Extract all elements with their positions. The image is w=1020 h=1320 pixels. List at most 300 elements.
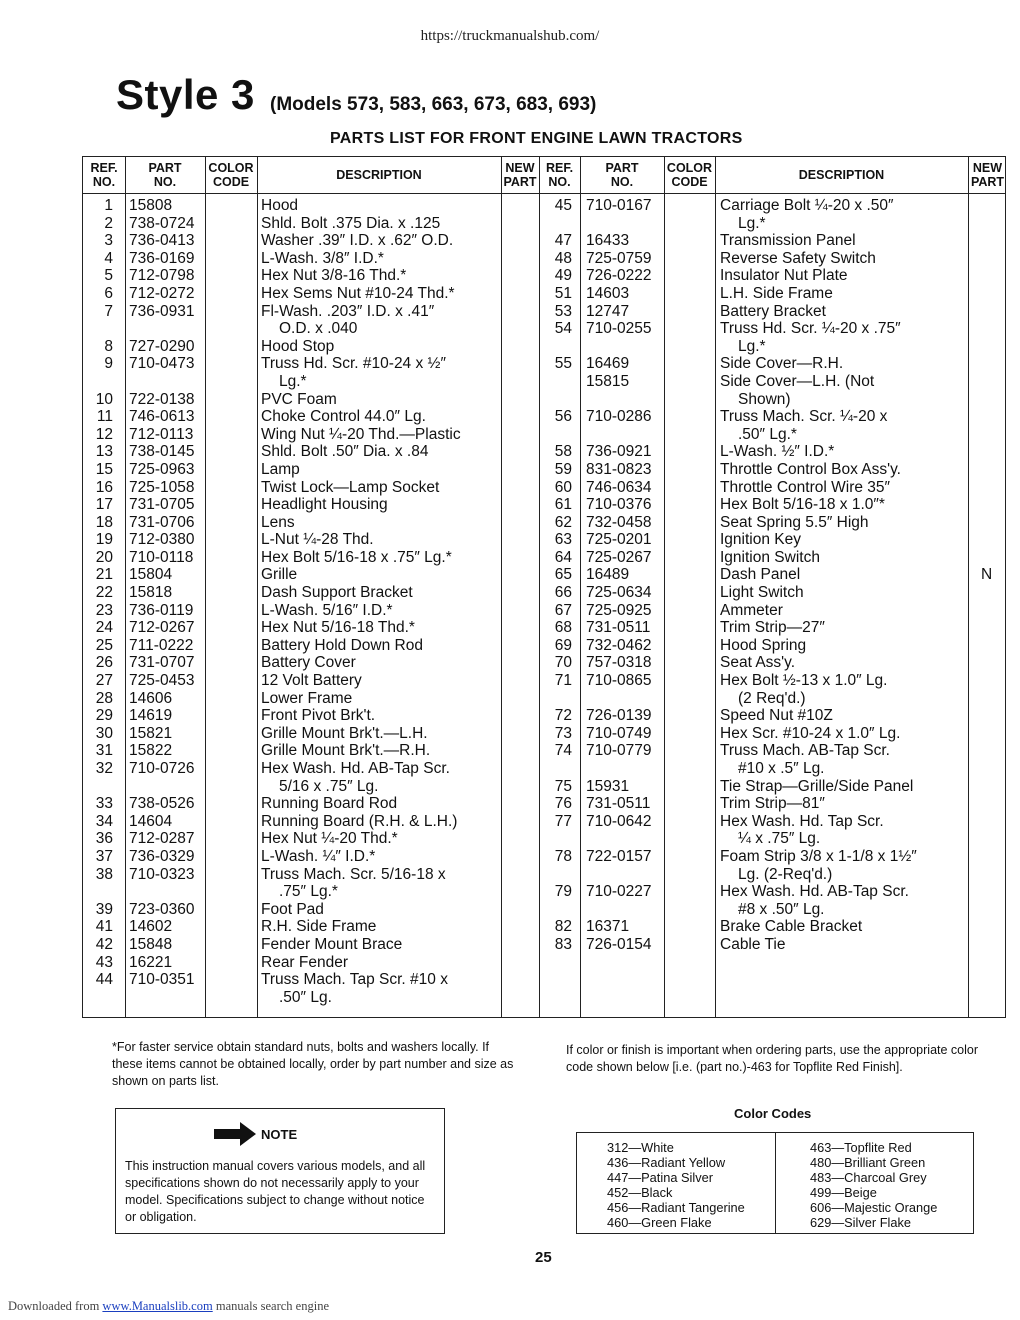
part-number: 732-0458 xyxy=(586,513,652,531)
fastener-footnote: *For faster service obtain standard nuts, bolts and washers locally. If these items cannot be obtained locally, order by part number and size as shown on parts list. xyxy=(112,1040,514,1088)
table-row xyxy=(83,690,1005,708)
page-number: 25 xyxy=(535,1249,552,1266)
ref-number: 77 xyxy=(554,812,572,830)
part-description: Shown) xyxy=(738,390,791,408)
part-description: Truss Mach. Scr. 5/16-18 x xyxy=(261,865,446,883)
header-part-no-2: PART NO. xyxy=(605,161,639,189)
part-number: 725-0453 xyxy=(129,672,195,690)
new-part-flag: N xyxy=(981,566,993,584)
table-row xyxy=(83,566,1005,584)
style-title: Style 3 xyxy=(116,71,255,118)
header-description-2: DESCRIPTION xyxy=(798,168,885,182)
part-description: Throttle Control Box Ass'y. xyxy=(720,460,901,478)
ref-number: 37 xyxy=(95,847,113,865)
part-description: Hex Bolt 5/16-18 x 1.0″* xyxy=(720,496,885,514)
ref-number: 26 xyxy=(95,654,113,672)
ref-number: 31 xyxy=(95,742,113,760)
part-number: 710-0118 xyxy=(129,548,194,566)
part-description: Lg. (2-Req'd.) xyxy=(738,865,833,883)
color-code-item: 312—White xyxy=(607,1140,674,1155)
part-number: 725-0201 xyxy=(586,531,652,549)
part-description: Running Board Rod xyxy=(261,795,398,813)
part-description: Lg.* xyxy=(738,337,766,355)
part-description: .50″ Lg.* xyxy=(738,425,797,443)
ref-number: 24 xyxy=(95,619,113,637)
ref-number: 27 xyxy=(95,672,113,690)
part-number: 710-0749 xyxy=(586,724,652,742)
part-description: L.H. Side Frame xyxy=(720,284,833,302)
table-row xyxy=(83,848,1005,866)
ref-number: 36 xyxy=(95,830,113,848)
part-number: 723-0360 xyxy=(129,900,195,918)
right-parts-list xyxy=(83,197,1005,954)
color-codes-heading: Color Codes xyxy=(734,1106,812,1121)
header-color-code: COLOR CODE xyxy=(208,161,254,189)
part-description: Brake Cable Bracket xyxy=(720,918,863,936)
part-description: Twist Lock—Lamp Socket xyxy=(261,478,440,496)
part-description: #8 x .50″ Lg. xyxy=(738,900,825,918)
part-number: 757-0318 xyxy=(586,654,652,672)
part-description: Trim Strip—81″ xyxy=(720,795,825,813)
ref-number: 4 xyxy=(104,249,113,267)
table-row xyxy=(83,742,1005,760)
ref-number: 39 xyxy=(95,900,113,918)
ref-number: 13 xyxy=(95,443,113,461)
part-description: Side Cover—L.H. (Not xyxy=(720,372,875,390)
part-description: 12 Volt Battery xyxy=(261,672,362,690)
color-code-item: 483—Charcoal Grey xyxy=(810,1170,927,1185)
part-description: Fender Mount Brace xyxy=(261,935,403,953)
download-suffix: manuals search engine xyxy=(215,1299,329,1313)
note-box xyxy=(115,1108,445,1234)
part-description: Tie Strap—Grille/Side Panel xyxy=(720,777,914,795)
part-description: Ignition Key xyxy=(720,531,801,549)
table-row xyxy=(83,479,1005,497)
part-description: Hood Spring xyxy=(720,636,807,654)
part-description: Foam Strip 3/8 x 1-1/8 x 1½″ xyxy=(720,847,917,865)
part-description: 5/16 x .75″ Lg. xyxy=(279,777,379,795)
arrow-right-icon xyxy=(212,1121,258,1147)
part-description: Transmission Panel xyxy=(720,232,856,250)
part-description: Grille Mount Brk't.—L.H. xyxy=(261,724,428,742)
color-codes-right xyxy=(810,1140,937,1230)
part-number: 736-0921 xyxy=(586,443,652,461)
ref-number: 41 xyxy=(95,918,113,936)
part-description: Hex Bolt ½-13 x 1.0″ Lg. xyxy=(720,672,888,690)
part-description: L-Wash. ½″ I.D.* xyxy=(720,443,835,461)
part-description: Speed Nut #10Z xyxy=(720,707,833,725)
part-number: 736-0169 xyxy=(129,249,195,267)
table-row xyxy=(83,514,1005,532)
part-number: 710-0286 xyxy=(586,408,652,426)
part-description: #10 x .5″ Lg. xyxy=(738,760,825,777)
part-number: 710-0865 xyxy=(586,672,652,690)
part-number: 731-0706 xyxy=(129,513,195,531)
table-row xyxy=(83,408,1005,426)
part-description: Hex Wash. Hd. AB-Tap Scr. xyxy=(720,883,909,901)
part-number: 738-0724 xyxy=(129,214,195,232)
ref-number: 11 xyxy=(96,408,113,426)
part-number: 725-1058 xyxy=(129,478,195,496)
part-description: Hood Stop xyxy=(261,337,335,355)
part-description: Truss Mach. AB-Tap Scr. xyxy=(720,742,890,760)
table-row xyxy=(83,303,1005,321)
part-number: 16489 xyxy=(586,566,630,584)
table-row xyxy=(83,320,1005,338)
ref-number: 72 xyxy=(554,707,572,725)
ref-number: 55 xyxy=(554,355,572,373)
table-row xyxy=(83,637,1005,655)
part-number: 725-0634 xyxy=(586,584,652,602)
part-number: 12747 xyxy=(586,302,630,320)
ref-number: 76 xyxy=(554,795,572,813)
ref-number: 15 xyxy=(95,460,113,478)
ref-number: 49 xyxy=(554,267,572,285)
ref-number: 65 xyxy=(554,566,572,584)
part-number: 736-0931 xyxy=(129,302,195,320)
part-description: Dash Panel xyxy=(720,566,801,584)
table-row xyxy=(83,267,1005,285)
part-description: Light Switch xyxy=(720,584,804,602)
source-url: https://truckmanualshub.com/ xyxy=(420,28,600,44)
part-number: 14606 xyxy=(129,689,173,707)
table-row xyxy=(83,426,1005,444)
part-description: Choke Control 44.0″ Lg. xyxy=(261,408,426,426)
models-subtitle: (Models 573, 583, 663, 673, 683, 693) xyxy=(270,94,597,115)
ref-number: 70 xyxy=(554,654,572,672)
ref-number: 32 xyxy=(95,760,113,777)
part-number: 831-0823 xyxy=(586,460,652,478)
part-description: R.H. Side Frame xyxy=(261,918,377,936)
color-code-item: 480—Brilliant Green xyxy=(810,1155,926,1170)
ref-number: 19 xyxy=(95,531,113,549)
part-description: Carriage Bolt ¼-20 x .50″ xyxy=(720,197,894,214)
part-description: Battery Hold Down Rod xyxy=(261,636,423,654)
ref-number: 3 xyxy=(104,232,113,250)
part-number: 15931 xyxy=(586,777,630,795)
ref-number: 33 xyxy=(95,795,113,813)
part-number: 710-0167 xyxy=(586,197,652,214)
ref-number: 82 xyxy=(554,918,572,936)
table-row xyxy=(83,391,1005,409)
table-row xyxy=(83,232,1005,250)
part-number: 710-0779 xyxy=(586,742,652,760)
part-description: Truss Mach. Scr. ¼-20 x xyxy=(720,408,888,426)
download-prefix: Downloaded from xyxy=(8,1299,100,1313)
part-number: 710-0351 xyxy=(129,971,195,989)
part-number: 746-0613 xyxy=(129,408,195,426)
part-description: Seat Ass'y. xyxy=(720,654,796,672)
part-description: Rear Fender xyxy=(261,953,349,971)
part-number: 710-0255 xyxy=(586,320,652,338)
ref-number: 23 xyxy=(95,601,113,619)
part-description: Hex Wash. Hd. Tap Scr. xyxy=(720,812,884,830)
ref-number: 83 xyxy=(554,935,572,953)
table-row xyxy=(83,197,1005,215)
part-number: 725-0963 xyxy=(129,460,195,478)
part-number: 16371 xyxy=(586,918,630,936)
part-description: Front Pivot Brk't. xyxy=(261,707,376,725)
ref-number: 20 xyxy=(95,548,113,566)
part-description: Hex Nut 5/16-18 Thd.* xyxy=(261,619,415,637)
ref-number: 47 xyxy=(554,232,572,250)
ref-number: 29 xyxy=(95,707,113,725)
table-row xyxy=(83,602,1005,620)
part-description: Ammeter xyxy=(720,601,783,619)
color-code-item: 456—Radiant Tangerine xyxy=(607,1200,745,1215)
ref-number: 45 xyxy=(554,197,572,214)
ref-number: 30 xyxy=(95,724,113,742)
part-number: 736-0119 xyxy=(129,601,194,619)
ref-number: 73 xyxy=(554,724,572,742)
part-description: Grille xyxy=(261,566,298,584)
part-number: 15848 xyxy=(129,935,173,953)
part-description: Insulator Nut Plate xyxy=(720,267,848,285)
part-number: 15804 xyxy=(129,566,173,584)
part-description: Truss Hd. Scr. ¼-20 x .75″ xyxy=(720,320,901,338)
part-description: Ignition Switch xyxy=(720,548,820,566)
ref-number: 44 xyxy=(95,971,113,989)
part-description: Hex Sems Nut #10-24 Thd.* xyxy=(261,284,455,302)
part-number: 712-0798 xyxy=(129,267,195,285)
header-new-part: NEW PART xyxy=(503,161,537,189)
ref-number: 51 xyxy=(554,284,572,302)
part-number: 14619 xyxy=(129,707,173,725)
table-row xyxy=(83,989,1005,1007)
part-description: .75″ Lg.* xyxy=(279,883,338,901)
part-number: 16433 xyxy=(586,232,630,250)
ref-number: 60 xyxy=(554,478,572,496)
part-number: 731-0511 xyxy=(586,795,651,813)
header-part-no: PART NO. xyxy=(148,161,182,189)
table-row xyxy=(83,918,1005,936)
part-number: 725-0925 xyxy=(586,601,652,619)
table-row xyxy=(83,760,1005,778)
part-number: 710-0227 xyxy=(586,883,652,901)
table-row xyxy=(83,971,1005,989)
ref-number: 18 xyxy=(95,513,113,531)
part-number: 710-0642 xyxy=(586,812,652,830)
ref-number: 16 xyxy=(95,478,113,496)
part-number: 731-0705 xyxy=(129,496,195,514)
table-row xyxy=(83,461,1005,479)
part-number: 736-0413 xyxy=(129,232,195,250)
part-description: Hex Wash. Hd. AB-Tap Scr. xyxy=(261,760,450,777)
part-number: 727-0290 xyxy=(129,337,195,355)
color-code-item: 499—Beige xyxy=(810,1185,877,1200)
part-description: Running Board (R.H. & L.H.) xyxy=(261,812,458,830)
part-description: Battery Bracket xyxy=(720,302,826,320)
part-number: 712-0272 xyxy=(129,284,195,302)
part-description: Truss Hd. Scr. #10-24 x ½″ xyxy=(261,355,446,373)
part-description: Headlight Housing xyxy=(261,496,388,514)
table-row xyxy=(83,654,1005,672)
part-description: Lg.* xyxy=(738,214,766,232)
table-row xyxy=(83,215,1005,233)
part-description: Washer .39″ I.D. x .62″ O.D. xyxy=(261,232,454,250)
part-number: 712-0287 xyxy=(129,830,195,848)
part-number: 15815 xyxy=(586,372,630,390)
part-description: (2 Req'd.) xyxy=(738,689,806,707)
color-code-item: 606—Majestic Orange xyxy=(810,1200,938,1215)
part-number: 15822 xyxy=(129,742,173,760)
part-number: 712-0267 xyxy=(129,619,195,637)
ref-number: 2 xyxy=(104,214,113,232)
ref-number: 25 xyxy=(95,636,113,654)
note-text: This instruction manual covers various models, and all specifications shown do not necessarily apply to your model. Specifications subject to change without notice or obligation. xyxy=(125,1159,426,1224)
ref-number: 28 xyxy=(95,689,113,707)
part-description: ¼ x .75″ Lg. xyxy=(738,830,821,848)
ref-number: 10 xyxy=(95,390,113,408)
table-row xyxy=(83,373,1005,391)
part-number: 710-0323 xyxy=(129,865,195,883)
note-heading: NOTE xyxy=(212,1121,297,1147)
table-row xyxy=(83,584,1005,602)
table-row xyxy=(83,443,1005,461)
part-number: 15821 xyxy=(129,724,173,742)
ref-number: 38 xyxy=(95,865,113,883)
part-description: Truss Mach. Tap Scr. #10 x xyxy=(261,971,448,989)
ref-number: 8 xyxy=(104,337,113,355)
ref-number: 1 xyxy=(104,197,113,214)
table-row xyxy=(83,830,1005,848)
part-number: 736-0329 xyxy=(129,847,195,865)
part-number: 731-0511 xyxy=(586,619,651,637)
table-row xyxy=(83,496,1005,514)
header-new-part-2: NEW PART xyxy=(970,161,1005,189)
ref-number: 56 xyxy=(554,408,572,426)
table-row xyxy=(83,901,1005,919)
part-number: 711-0222 xyxy=(129,636,194,654)
table-row xyxy=(83,813,1005,831)
part-number: 726-0154 xyxy=(586,935,652,953)
part-number: 722-0157 xyxy=(586,847,652,865)
part-description: Fl-Wash. .203″ I.D. x .41″ xyxy=(261,302,435,320)
table-row xyxy=(83,795,1005,813)
ref-number: 62 xyxy=(554,513,572,531)
part-number: 738-0526 xyxy=(129,795,195,813)
ref-number: 69 xyxy=(554,636,572,654)
part-number: 725-0267 xyxy=(586,548,652,566)
part-description: Lg.* xyxy=(279,372,307,390)
part-description: .50″ Lg. xyxy=(279,988,332,1006)
part-description: Cable Tie xyxy=(720,935,786,953)
part-number: 731-0707 xyxy=(129,654,195,672)
ref-number: 61 xyxy=(554,496,572,514)
part-number: 14604 xyxy=(129,812,173,830)
part-description: Battery Cover xyxy=(261,654,356,672)
part-number: 16469 xyxy=(586,355,630,373)
download-footer xyxy=(8,1299,329,1314)
part-description: Lamp xyxy=(261,460,300,478)
ref-number: 74 xyxy=(554,742,572,760)
color-codes-box xyxy=(576,1132,974,1234)
ref-number: 34 xyxy=(95,812,113,830)
part-number: 710-0376 xyxy=(586,496,652,514)
color-finish-footnote: If color or finish is important when ordering parts, use the appropriate color code shown below [i.e. (part no.)-463 for Topflite Red Finish]. xyxy=(566,1043,979,1074)
ref-number: 53 xyxy=(554,302,572,320)
table-row xyxy=(83,866,1005,884)
ref-number: 75 xyxy=(554,777,572,795)
ref-number: 64 xyxy=(554,548,572,566)
part-description: L-Wash. ¼″ I.D.* xyxy=(261,847,376,865)
part-description: Reverse Safety Switch xyxy=(720,249,876,267)
ref-number: 68 xyxy=(554,619,572,637)
part-number: 15808 xyxy=(129,197,173,214)
table-row xyxy=(83,285,1005,303)
part-description: Shld. Bolt .50″ Dia. x .84 xyxy=(261,443,429,461)
ref-number: 21 xyxy=(95,566,113,584)
color-code-item: 460—Green Flake xyxy=(607,1215,712,1230)
header-description: DESCRIPTION xyxy=(336,168,422,182)
parts-list-heading: PARTS LIST FOR FRONT ENGINE LAWN TRACTORS xyxy=(330,130,743,147)
ref-number: 12 xyxy=(95,425,113,443)
table-row xyxy=(83,936,1005,954)
ref-number: 67 xyxy=(554,601,572,619)
part-number: 722-0138 xyxy=(129,390,195,408)
table-row xyxy=(83,707,1005,725)
part-number: 15818 xyxy=(129,584,173,602)
header-ref-no-2: REF. NO. xyxy=(545,161,574,189)
part-number: 16221 xyxy=(129,953,173,971)
ref-number: 9 xyxy=(104,355,113,373)
part-description: L-Wash. 5/16″ I.D.* xyxy=(261,601,393,619)
part-description: L-Wash. 3/8″ I.D.* xyxy=(261,249,384,267)
part-description: Hex Nut ¼-20 Thd.* xyxy=(261,830,398,848)
part-number: 738-0145 xyxy=(129,443,195,461)
table-row xyxy=(83,672,1005,690)
parts-table xyxy=(82,156,1006,1018)
ref-number: 66 xyxy=(554,584,572,602)
ref-number: 22 xyxy=(95,584,113,602)
part-description: Wing Nut ¼-20 Thd.—Plastic xyxy=(261,425,461,443)
table-row xyxy=(83,250,1005,268)
ref-number: 17 xyxy=(95,496,113,514)
ref-number: 58 xyxy=(554,443,572,461)
table-row xyxy=(83,883,1005,901)
ref-number: 6 xyxy=(104,284,113,302)
table-row xyxy=(83,725,1005,743)
ref-number: 59 xyxy=(554,460,572,478)
table-row xyxy=(83,355,1005,373)
ref-number: 71 xyxy=(554,672,572,690)
table-row xyxy=(83,549,1005,567)
ref-number: 63 xyxy=(554,531,572,549)
part-description: Shld. Bolt .375 Dia. x .125 xyxy=(261,214,441,232)
ref-number: 5 xyxy=(104,267,113,285)
ref-number: 43 xyxy=(95,953,113,971)
color-code-item: 629—Silver Flake xyxy=(810,1215,911,1230)
part-description: Hex Bolt 5/16-18 x .75″ Lg.* xyxy=(261,548,452,566)
color-code-item: 436—Radiant Yellow xyxy=(607,1155,726,1170)
header-ref-no: REF. NO. xyxy=(90,161,118,189)
color-code-item: 463—Topflite Red xyxy=(810,1140,912,1155)
table-row xyxy=(83,954,1005,972)
part-description: Dash Support Bracket xyxy=(261,584,413,602)
part-description: Hood xyxy=(261,197,299,214)
part-description: Hex Scr. #10-24 x 1.0″ Lg. xyxy=(720,724,901,742)
part-description: Throttle Control Wire 35″ xyxy=(720,478,891,496)
part-number: 712-0380 xyxy=(129,531,195,549)
color-code-item: 452—Black xyxy=(607,1185,673,1200)
ref-number: 42 xyxy=(95,935,113,953)
table-row xyxy=(83,778,1005,796)
part-number: 725-0759 xyxy=(586,249,652,267)
part-description: Trim Strip—27″ xyxy=(720,619,825,637)
table-row xyxy=(83,531,1005,549)
manualslib-link[interactable]: www.Manualslib.com xyxy=(102,1299,213,1313)
color-codes-left xyxy=(607,1140,745,1230)
